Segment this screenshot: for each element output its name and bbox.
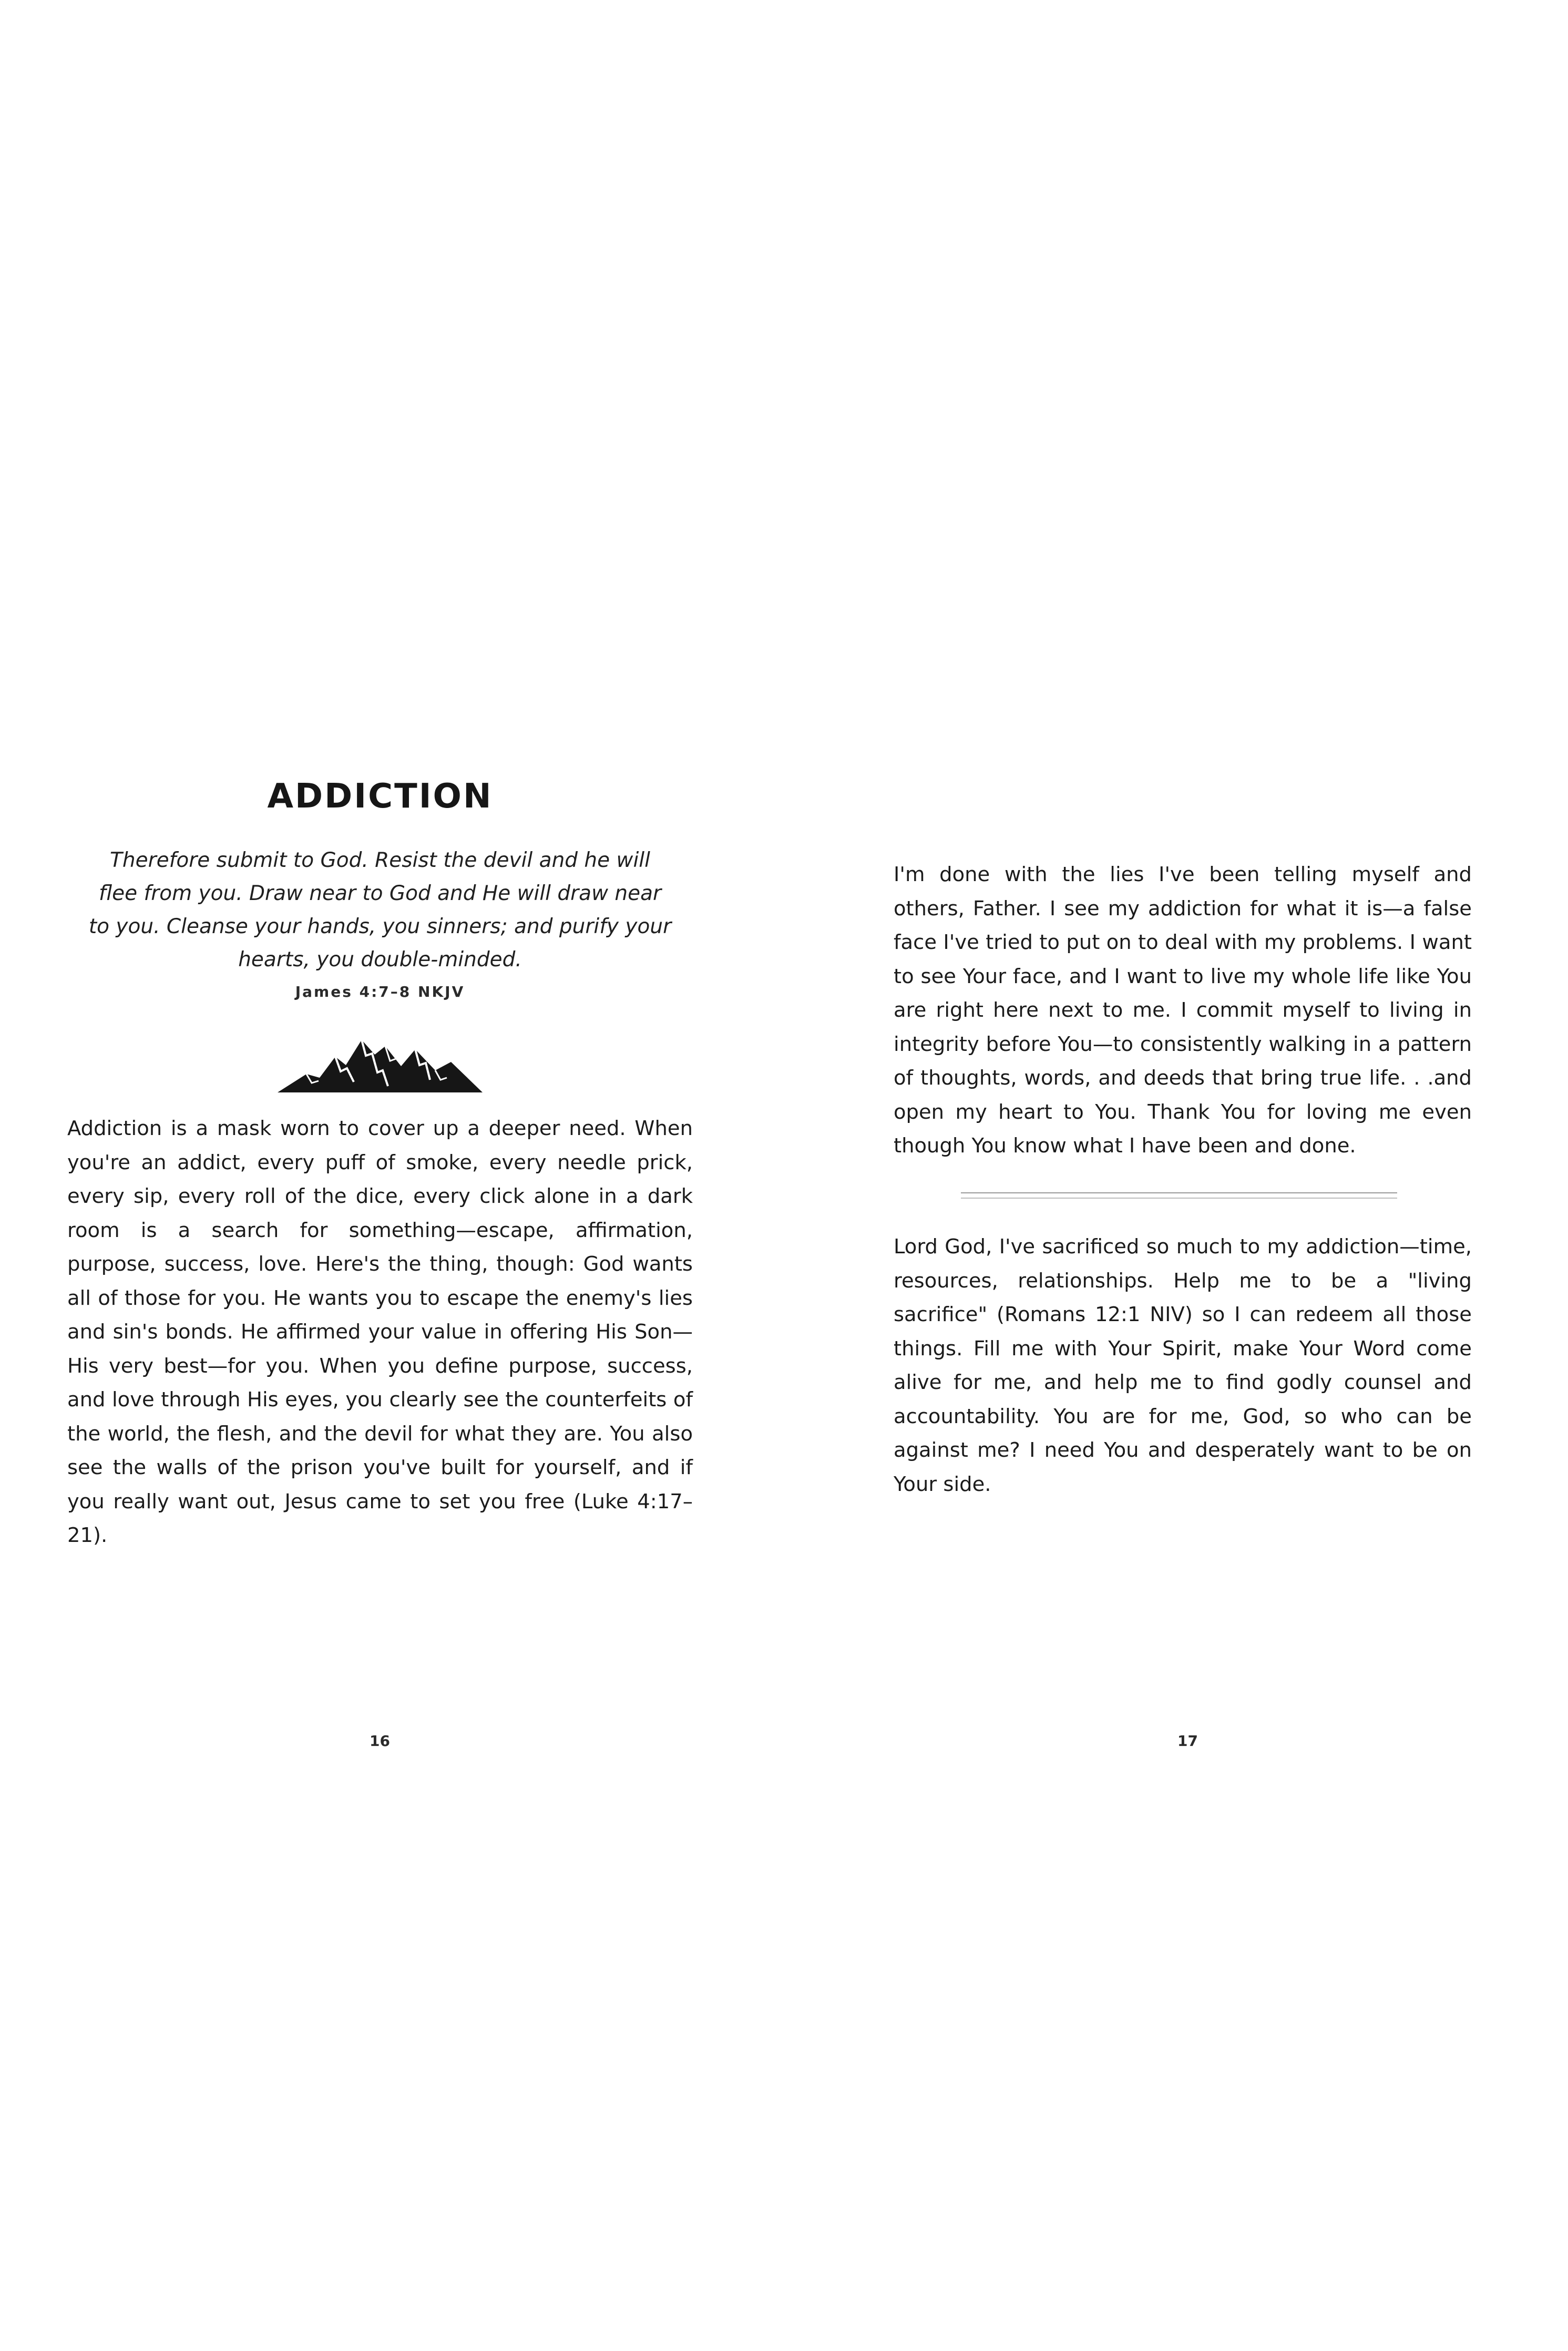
- page-number-right: 17: [1177, 1732, 1198, 1750]
- right-page: [894, 0, 1472, 2351]
- page-title: ADDICTION: [267, 777, 493, 816]
- devotional-body: Addiction is a mask worn to cover up a deeper need. When you're an addict, every puff of smoke, every needle prick, every sip, every roll of the dice, every click alone in a dark room is a search for something—escape, affirmation, purpose, success, love. Here's the thing, though: God wants all of those for you. He wants you to escape the enemy's lies and sin's bonds. He affirmed your value in offering His Son—His very best—for you. When you define purpose, success, and love through His eyes, you clearly see the counterfeits of the world, the flesh, and the devil for what they are. You also see the walls of the prison you've built for yourself, and if you really want out, Jesus came to set you free (Luke 4:17–21).: [67, 1117, 693, 1547]
- scripture-reference: James 4:7–8 NKJV: [295, 983, 465, 1000]
- mountain-range-icon: [278, 1024, 483, 1095]
- left-page: [67, 0, 693, 2351]
- scripture-quote: Therefore submit to God. Resist the devil and he will flee from you. Draw near to God and He will draw near to you. Cleanse your hands, you sinners; and purify your hearts, you double-minded.: [88, 849, 672, 972]
- prayer-paragraph-1: I'm done with the lies I've been telling myself and others, Father. I see my addiction for what it is—a false face I've tried to put on to deal with my problems. I want to see Your face, and I want to live my whole life like You are right here next to me. I commit myself to living in integrity before You—to consistently walking in a pattern of thoughts, words, and deeds that bring true life. . .and open my heart to You. Thank You for loving me even though You know what I have been and done.: [894, 863, 1472, 1158]
- page-number-left: 16: [370, 1732, 390, 1750]
- section-divider: [961, 1192, 1397, 1200]
- prayer-paragraph-2: Lord God, I've sacrificed so much to my addiction—time, resources, relationships. Help me to be a "living sacrifice" (Romans 12:1 NIV) so I can redeem all those things. Fill me with Your Spirit, make Your Word come alive for me, and help me to find godly counsel and accountability. You are for me, God, so who can be against me? I need You and desperately want to be on Your side.: [894, 1235, 1472, 1496]
